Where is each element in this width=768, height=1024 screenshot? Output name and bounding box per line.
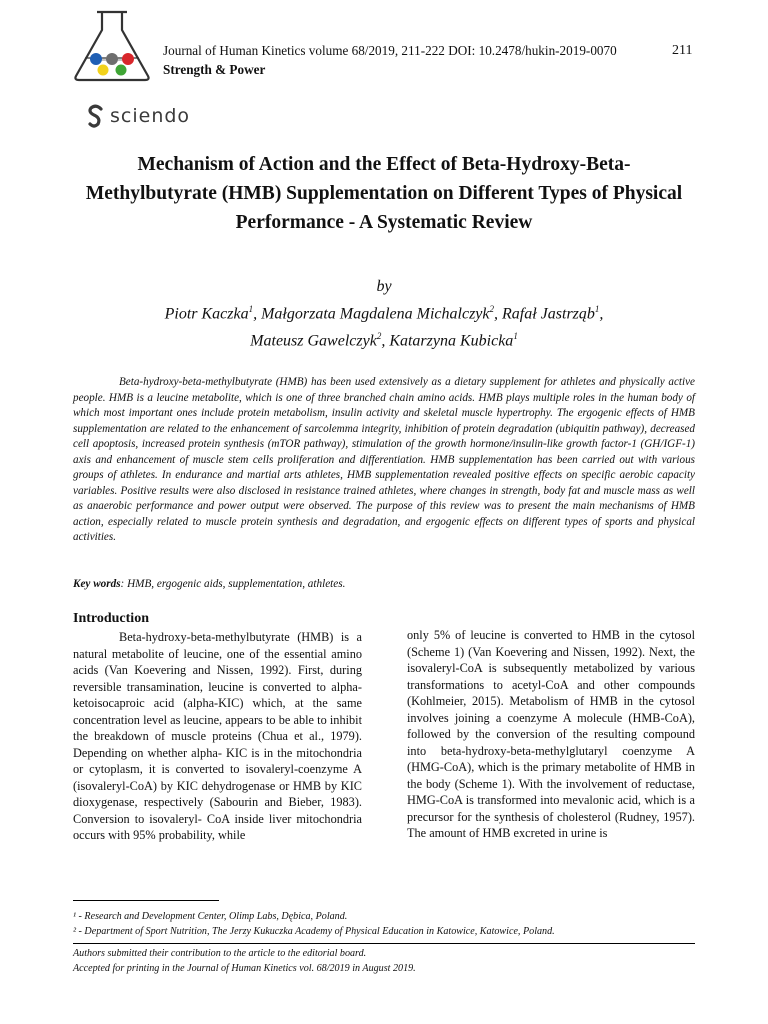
paper-title: Mechanism of Action and the Effect of Beta-Hydroxy-Beta-Methylbutyrate (HMB) Supplementation on Different Types of Physical Performance - A Systematic Review [85,154,683,233]
footnote-divider [73,900,219,901]
keywords-label: Key words [73,578,121,590]
section-label: Strength & Power [163,62,266,77]
body-text-right-column: only 5% of leucine is converted to HMB in the cytosol (Scheme 1) (Van Koevering and Nissen, 1992). Next, the isovaleryl-CoA is subsequently metabolized by various transformations to acetyl-CoA and other compounds (Kohlmeier, 2015). Metabolism of HMB in the cytosol involves joining a coenzyme A molecule (HMB-CoA), followed by the conversion of the resulting compound into beta-hydroxy-beta-methylglutaryl coenzyme A (HMG-CoA), which is the primary metabolite of HMB in the body (Scheme 1). With the involvement of reductase, HMG-CoA is transformed into mevalonic acid, which is a precursor for the synthesis of cholesterol (Rudney, 1957). The amount of HMB excreted in urine is [407,628,695,840]
author-name: Mateusz Gawelczyk [250,332,377,350]
affiliation-mark: 1 [594,304,600,314]
author-list [80,298,688,353]
editorial-note-submission: Authors submitted their contribution to the article to the editorial board. [73,948,367,959]
affiliation-mark: 1 [513,331,518,342]
affiliation-mark: 2 [489,304,494,314]
publisher-name: sciendo [110,105,191,127]
author-name: , Małgorzata Magdalena Michalczyk [253,305,490,323]
keywords-text: : HMB, ergogenic aids, supplementation, athletes. [120,578,346,590]
editorial-note-acceptance: Accepted for printing in the Journal of Human Kinetics vol. 68/2019 in August 2019. [73,963,416,974]
affiliation-mark: 1 [248,304,254,314]
byline-by: by [376,278,392,295]
abstract-text: Beta-hydroxy-beta-methylbutyrate (HMB) has been used extensively as a dietary supplement for athletes and physically active people. HMB is a leucine metabolite, which is one of three branched chain amino acids. HMB plays multiple roles in the human body of which most important ones include protein metabolism, insulin activity and skeletal muscle hypertrophy. The ergogenic effects of HMB supplementation are related to the enhancement of sarcolemma integrity, inhibition of protein degradation (ubiquitin pathway), decreased cell apoptosis, increased protein synthesis (mTOR pathway), stimulation of the growth hormone/insulin-like growth factor-1 (GH/IGF-1) axis and enhancement of muscle stem cells proliferation and differentiation. HMB supplementation has been carried out with various groups of athletes. In endurance and martial arts athletes, HMB supplementation revealed positive effects on specific aerobic capacity variables. Positive results were also disclosed in resistance trained athletes, where changes in strength, body fat and muscle mass as well as anaerobic performance and power output were observed. The purpose of this review was to present the main mechanisms of HMB action, especially related to muscle protein synthesis and degradation, and ergogenic effects on different types of sports and physical activities. [73,376,695,543]
journal-citation-line: Journal of Human Kinetics volume 68/2019, 211-222 DOI: 10.2478/hukin-2019-0070 [163,43,617,58]
author-name: Piotr Kaczka [164,305,249,323]
publisher-logo [88,104,190,128]
sciendo-s-icon [88,104,104,128]
footnote-affiliation-1: ¹ - Research and Development Center, Olimp Labs, Dębica, Poland. [73,911,348,922]
section-heading-introduction: Introduction [73,611,149,626]
keywords [73,578,695,590]
author-name: , Katarzyna Kubicka [381,332,514,350]
author-separator: , [599,305,604,323]
affiliation-mark: 2 [376,331,382,342]
author-name: , Rafał Jastrząb [494,305,595,323]
notes-divider [73,943,695,944]
footnote-affiliation-2: ² - Department of Sport Nutrition, The Jerzy Kukuczka Academy of Physical Education in Katowice, Katowice, Poland. [73,926,555,937]
body-text-left-column: Beta-hydroxy-beta-methylbutyrate (HMB) is a natural metabolite of leucine, one of the essential amino acids (Van Koevering and Nissen, 1992). First, during reversible transamination, leucine is converted to alpha-ketoisocaproic acid (alpha-KIC) which, at the same concentration level as leucine, appears to be able to inhibit the breakdown of muscle proteins (Chua et al., 1979). Depending on whether alpha- KIC is in the mitochondria or cytoplasm, it is converted to isovaleryl-coenzyme A (isovaleryl-CoA) by KIC dehydrogenase or HMB by KIC dioxygenase, respectively (Sabourin and Bieber, 1983). Conversion to isovaleryl- CoA inside liver mitochondria occurs with 95% probability, while [73,630,362,842]
journal-logo-flask-icon [70,8,154,84]
page-number: 211 [672,43,693,58]
